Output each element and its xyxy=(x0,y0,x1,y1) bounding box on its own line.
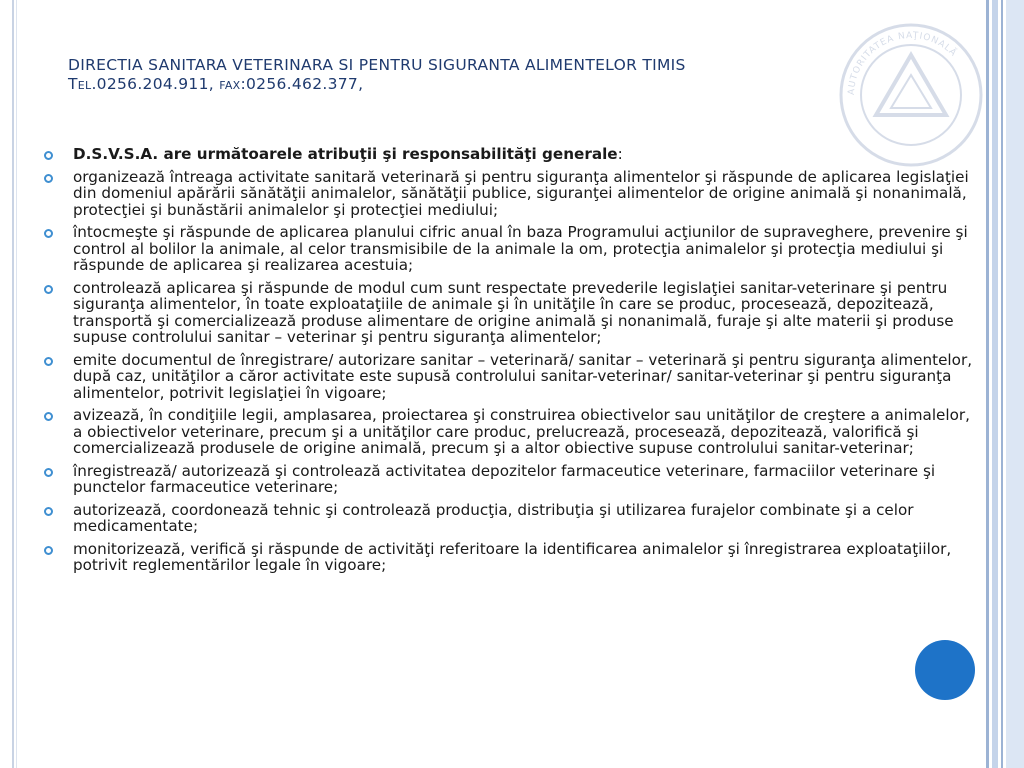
list-item xyxy=(44,463,982,496)
bullet-icon xyxy=(44,468,53,477)
right-decor-stripe xyxy=(1001,0,1003,768)
list-item xyxy=(44,146,982,163)
item-text: întocmeşte şi răspunde de aplicarea planului cifric anual în baza Programului acţiunilor de supraveghere, prevenire şi control al bolilor la animale, al celor transmisibile de la animale la om, protecţia animalelor şi protecţia mediului şi răspunde de aplicarea şi realizarea acestuia; xyxy=(73,223,968,274)
slide-title xyxy=(68,56,968,94)
right-decor-stripe xyxy=(986,0,989,768)
bullet-icon xyxy=(44,546,53,555)
list-item xyxy=(44,280,982,346)
item-text: : xyxy=(617,145,623,163)
bullet-icon xyxy=(44,151,53,160)
item-text: controlează aplicarea şi răspunde de modul cum sunt respectate prevederile legislaţiei sanitar-veterinare şi pentru siguranţa alimentelor, în toate exploataţiile de animale şi în unităţile în care se produc, procesează, depozitează, transportă şi comercializează produse alimentare de origine animală şi nonanimală, furaje şi alte materii şi produse supuse controlului sanitar – veterinar şi pentru siguranţa alimentelor; xyxy=(73,278,954,346)
bullet-icon xyxy=(44,412,53,421)
item-text: organizează întreaga activitate sanitară veterinară şi pentru siguranţa alimentelor şi răspunde de aplicarea legislaţiei din domeniul apărării sănătăţii animalelor, sănătăţii publice, siguranţei alimentelor de origine animală şi nonanimală, protecţiei şi bunăstării animalelor şi protecţiei mediului; xyxy=(73,167,969,219)
list-item xyxy=(44,407,982,457)
decorative-circle xyxy=(915,640,975,700)
bullet-icon xyxy=(44,174,53,183)
title-line-2: Tel.0256.204.911, fax:0256.462.377, xyxy=(68,75,364,93)
right-decor-stripe xyxy=(992,0,998,768)
right-decor-stripe xyxy=(1006,0,1024,768)
item-text: emite documentul de înregistrare/ autorizare sanitar – veterinară/ sanitar – veterinară şi pentru siguranţa alimentelor, după caz, unităţilor a căror activitate este supusă controlului sanitar-veterinar/ sanitar-veterinar şi pentru siguranţa alimentelor, potrivit legislaţiei în vigoare; xyxy=(73,350,973,402)
list-item xyxy=(44,352,982,402)
left-decor-line-thin xyxy=(16,0,17,768)
item-heading: D.S.V.S.A. are următoarele atribuţii şi responsabilităţi generale xyxy=(73,145,618,163)
left-decor-line xyxy=(12,0,14,768)
list-item xyxy=(44,541,982,574)
bullet-icon xyxy=(44,229,53,238)
list-item xyxy=(44,502,982,535)
svg-text:AUTORITATEA NAŢIONALĂ: AUTORITATEA NAŢIONALĂ xyxy=(846,30,959,96)
bullet-icon xyxy=(44,285,53,294)
title-line-1: DIRECTIA SANITARA VETERINARA SI PENTRU SIGURANTA ALIMENTELOR TIMIS xyxy=(68,56,686,74)
item-text: autorizează, coordonează tehnic şi controlează producţia, distribuţia şi utilizarea furajelor combinate şi a celor medicamentate; xyxy=(73,500,914,535)
bullet-icon xyxy=(44,507,53,516)
bullet-list xyxy=(44,146,982,580)
bullet-icon xyxy=(44,357,53,366)
list-item xyxy=(44,224,982,274)
list-item xyxy=(44,169,982,219)
item-text: avizează, în condiţiile legii, amplasarea, proiectarea şi construirea obiectivelor sau unităţilor de creştere a animalelor, a obiectivelor veterinare, precum şi a unităţilor care produc, prelucrează, procesează, depozitează, valorifică şi comercializează produsele de origine animală, precum şi a altor obiective supuse controlului sanitar-veterinar; xyxy=(73,406,970,457)
item-text: monitorizează, verifică şi răspunde de activităţi referitoare la identificarea animalelor şi înregistrarea exploataţiilor, potrivit reglementărilor legale în vigoare; xyxy=(73,539,952,574)
item-text: înregistrează/ autorizează şi controlează activitatea depozitelor farmaceutice veterinare, farmaciilor veterinare şi punctelor farmaceutice veterinare; xyxy=(73,461,936,496)
